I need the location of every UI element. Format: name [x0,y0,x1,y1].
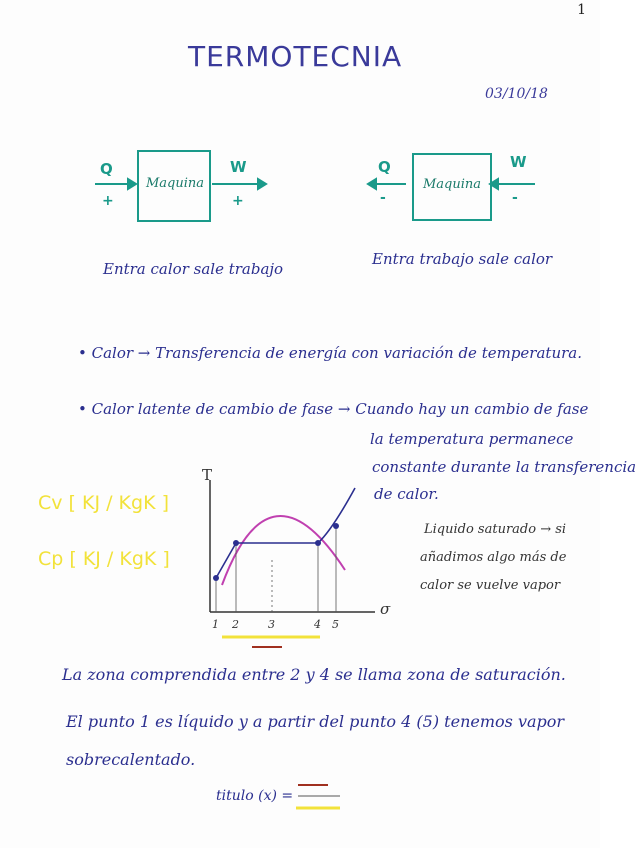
heat-label-right: Q [378,158,391,176]
conclusion-punto-2: sobrecalentado. [66,750,196,769]
note-latente-2: la temperatura permanece [370,430,574,448]
axis-t-label: T [202,466,213,484]
machine-label-left: Maquina [146,176,205,191]
machine-label-right: Maquina [423,177,482,192]
heat-label-left: Q [100,160,113,178]
side-note-2: añadimos algo más de [420,550,567,565]
sign-out-right: - [512,190,518,206]
sign-in-right: - [380,190,386,206]
caption-right: Entra trabajo sale calor [372,250,553,268]
side-note-3: calor se vuelve vapor [420,578,561,593]
tick-5: 5 [332,618,339,631]
note-latente-4: de calor. [374,485,439,503]
tick-4: 4 [314,618,321,631]
side-note-1: Liquido saturado → si [424,522,567,537]
page-title: TERMOTECNIA [188,40,403,73]
conclusion-zona: La zona comprendida entre 2 y 4 se llama zona de saturación. [62,665,566,684]
caption-left: Entra calor sale trabajo [103,260,284,278]
note-calor: • Calor → Transferencia de energía con variación de temperatura. [78,344,582,362]
tick-1: 1 [212,618,219,631]
note-latente-3: constante durante la transferencia [372,458,636,476]
conclusion-punto-1: El punto 1 es líquido y a partir del punto 4 (5) tenemos vapor [66,712,565,731]
page-number: 1 [577,2,586,18]
tick-2: 2 [232,618,239,631]
work-label-right: W [510,153,527,171]
sign-out-left: + [232,193,244,209]
axis-s-label: σ [380,600,391,618]
note-latente-1: • Calor latente de cambio de fase → Cuando hay un cambio de fase [78,400,589,418]
work-label-left: W [230,158,247,176]
tick-3: 3 [268,618,275,631]
titulo-label: titulo (x) = [216,788,294,804]
sign-in-left: + [102,193,114,209]
date-label: 03/10/18 [485,86,548,102]
formula-cv: Cv [ KJ / KgK ] [38,492,169,514]
formula-cp: Cp [ KJ / KgK ] [38,548,170,570]
